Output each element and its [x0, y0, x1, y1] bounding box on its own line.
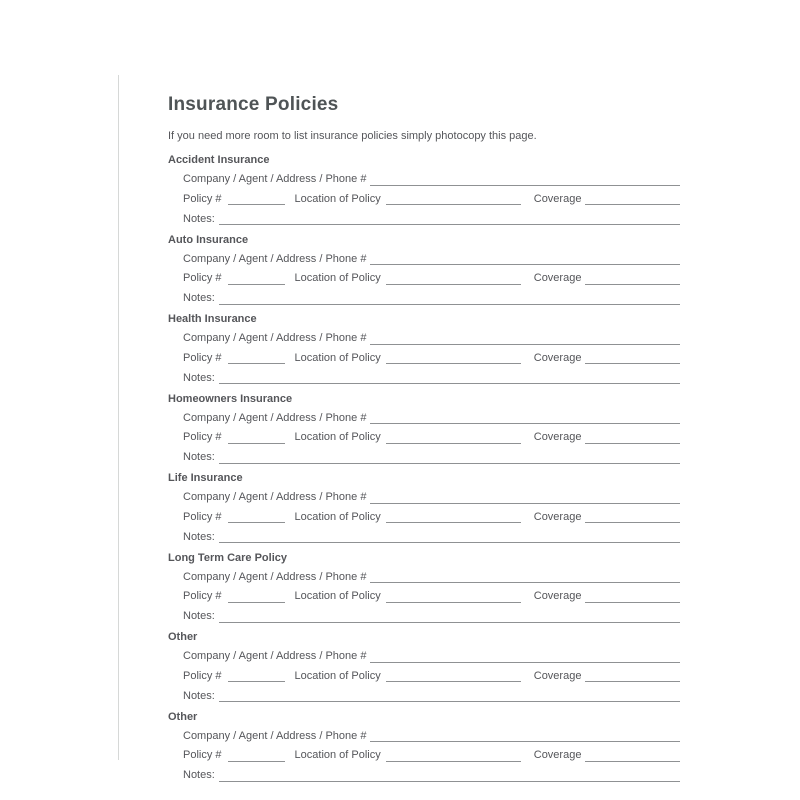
coverage-fill-line — [585, 587, 680, 603]
notes-row — [183, 607, 680, 627]
notes-row — [183, 766, 680, 786]
policy-row — [183, 190, 680, 210]
location-of-policy-label: Location of Policy — [294, 192, 381, 205]
notes-fill-line — [219, 528, 680, 544]
company-agent-address-phone-label: Company / Agent / Address / Phone # — [183, 411, 367, 424]
coverage-label: Coverage — [533, 590, 582, 603]
insurance-section — [168, 711, 680, 791]
policy-row — [183, 667, 680, 687]
notes-fill-line — [219, 687, 680, 703]
intro-text: If you need more room to list insurance policies simply photocopy this page. — [168, 130, 537, 142]
policy-number-label: Policy # — [183, 192, 222, 205]
notes-row — [183, 528, 680, 548]
notes-row — [183, 369, 680, 389]
insurance-section — [168, 472, 680, 552]
company-row — [183, 250, 680, 270]
notes-row — [183, 289, 680, 309]
section-title: Accident Insurance — [168, 154, 270, 166]
policy-row — [183, 587, 680, 607]
company-agent-address-phone-label: Company / Agent / Address / Phone # — [183, 570, 367, 583]
notes-label: Notes: — [183, 769, 215, 782]
section-title: Health Insurance — [168, 313, 257, 325]
section-title: Homeowners Insurance — [168, 392, 293, 405]
insurance-section — [168, 393, 680, 473]
location-of-policy-label: Location of Policy — [294, 431, 381, 444]
company-fill-line — [370, 568, 680, 584]
location-of-policy-label: Location of Policy — [294, 749, 381, 762]
policy-number-fill-line — [228, 587, 285, 603]
notes-fill-line — [219, 210, 680, 226]
location-fill-line — [386, 746, 521, 762]
location-fill-line — [386, 269, 521, 285]
coverage-fill-line — [585, 269, 680, 285]
notes-label: Notes: — [183, 689, 215, 702]
coverage-fill-line — [585, 428, 680, 444]
coverage-fill-line — [585, 190, 680, 206]
coverage-fill-line — [585, 508, 680, 524]
notes-fill-line — [219, 289, 680, 305]
coverage-fill-line — [585, 746, 680, 762]
location-of-policy-label: Location of Policy — [294, 669, 381, 682]
company-row — [183, 647, 680, 667]
notes-row — [183, 210, 680, 230]
insurance-section — [168, 234, 680, 314]
policy-number-fill-line — [228, 349, 285, 365]
company-agent-address-phone-label: Company / Agent / Address / Phone # — [183, 650, 367, 662]
policy-number-label: Policy # — [183, 749, 222, 762]
notes-label: Notes: — [183, 451, 215, 464]
insurance-section — [168, 631, 680, 711]
company-fill-line — [370, 727, 680, 743]
page-left-edge — [118, 75, 119, 760]
company-fill-line — [370, 647, 680, 663]
insurance-section — [168, 313, 680, 393]
policy-number-label: Policy # — [183, 669, 222, 682]
company-fill-line — [370, 409, 680, 425]
company-row — [183, 409, 680, 429]
policy-number-label: Policy # — [183, 351, 222, 364]
company-row — [183, 727, 680, 747]
company-agent-address-phone-label: Company / Agent / Address / Phone # — [183, 252, 367, 265]
coverage-fill-line — [585, 349, 680, 365]
section-title: Life Insurance — [168, 472, 243, 484]
company-agent-address-phone-label: Company / Agent / Address / Phone # — [183, 173, 367, 185]
company-row — [183, 488, 680, 508]
coverage-label: Coverage — [533, 510, 582, 523]
policy-row — [183, 508, 680, 528]
section-title: Long Term Care Policy — [168, 551, 287, 564]
company-fill-line — [370, 170, 680, 186]
location-fill-line — [386, 667, 521, 683]
notes-fill-line — [219, 448, 680, 464]
policy-number-fill-line — [228, 508, 285, 524]
section-title: Other — [168, 710, 198, 723]
sections-list — [168, 154, 680, 790]
coverage-label: Coverage — [533, 669, 582, 682]
policy-number-fill-line — [228, 667, 285, 683]
policy-number-label: Policy # — [183, 272, 222, 285]
company-fill-line — [370, 329, 680, 345]
policy-row — [183, 428, 680, 448]
insurance-section — [168, 154, 680, 234]
company-agent-address-phone-label: Company / Agent / Address / Phone # — [183, 332, 367, 344]
notes-label: Notes: — [183, 530, 215, 543]
form-content — [168, 94, 680, 782]
policy-number-fill-line — [228, 190, 285, 206]
company-row — [183, 329, 680, 349]
section-title: Auto Insurance — [168, 233, 249, 246]
insurance-section — [168, 552, 680, 632]
coverage-label: Coverage — [533, 431, 582, 444]
coverage-label: Coverage — [533, 749, 582, 762]
notes-fill-line — [219, 766, 680, 782]
policy-number-label: Policy # — [183, 510, 222, 523]
policy-number-label: Policy # — [183, 431, 222, 444]
notes-fill-line — [219, 369, 680, 385]
policy-number-label: Policy # — [183, 590, 222, 603]
policy-row — [183, 269, 680, 289]
coverage-label: Coverage — [533, 272, 582, 285]
location-fill-line — [386, 190, 521, 206]
notes-label: Notes: — [183, 292, 215, 305]
coverage-fill-line — [585, 667, 680, 683]
company-row — [183, 170, 680, 190]
section-title: Other — [168, 631, 198, 643]
location-of-policy-label: Location of Policy — [294, 590, 381, 603]
company-fill-line — [370, 250, 680, 266]
location-of-policy-label: Location of Policy — [294, 510, 381, 523]
location-fill-line — [386, 428, 521, 444]
notes-row — [183, 448, 680, 468]
coverage-label: Coverage — [533, 192, 582, 205]
location-fill-line — [386, 349, 521, 365]
location-fill-line — [386, 587, 521, 603]
company-fill-line — [370, 488, 680, 504]
company-agent-address-phone-label: Company / Agent / Address / Phone # — [183, 491, 367, 503]
policy-row — [183, 746, 680, 766]
policy-number-fill-line — [228, 746, 285, 762]
notes-label: Notes: — [183, 371, 215, 384]
notes-fill-line — [219, 607, 680, 623]
policy-row — [183, 349, 680, 369]
notes-label: Notes: — [183, 212, 215, 225]
notes-row — [183, 687, 680, 707]
coverage-label: Coverage — [533, 351, 582, 364]
policy-number-fill-line — [228, 428, 285, 444]
page-title: Insurance Policies — [168, 94, 339, 115]
company-agent-address-phone-label: Company / Agent / Address / Phone # — [183, 729, 367, 742]
notes-label: Notes: — [183, 610, 215, 623]
location-of-policy-label: Location of Policy — [294, 272, 381, 285]
location-fill-line — [386, 508, 521, 524]
policy-number-fill-line — [228, 269, 285, 285]
location-of-policy-label: Location of Policy — [294, 351, 381, 364]
company-row — [183, 568, 680, 588]
